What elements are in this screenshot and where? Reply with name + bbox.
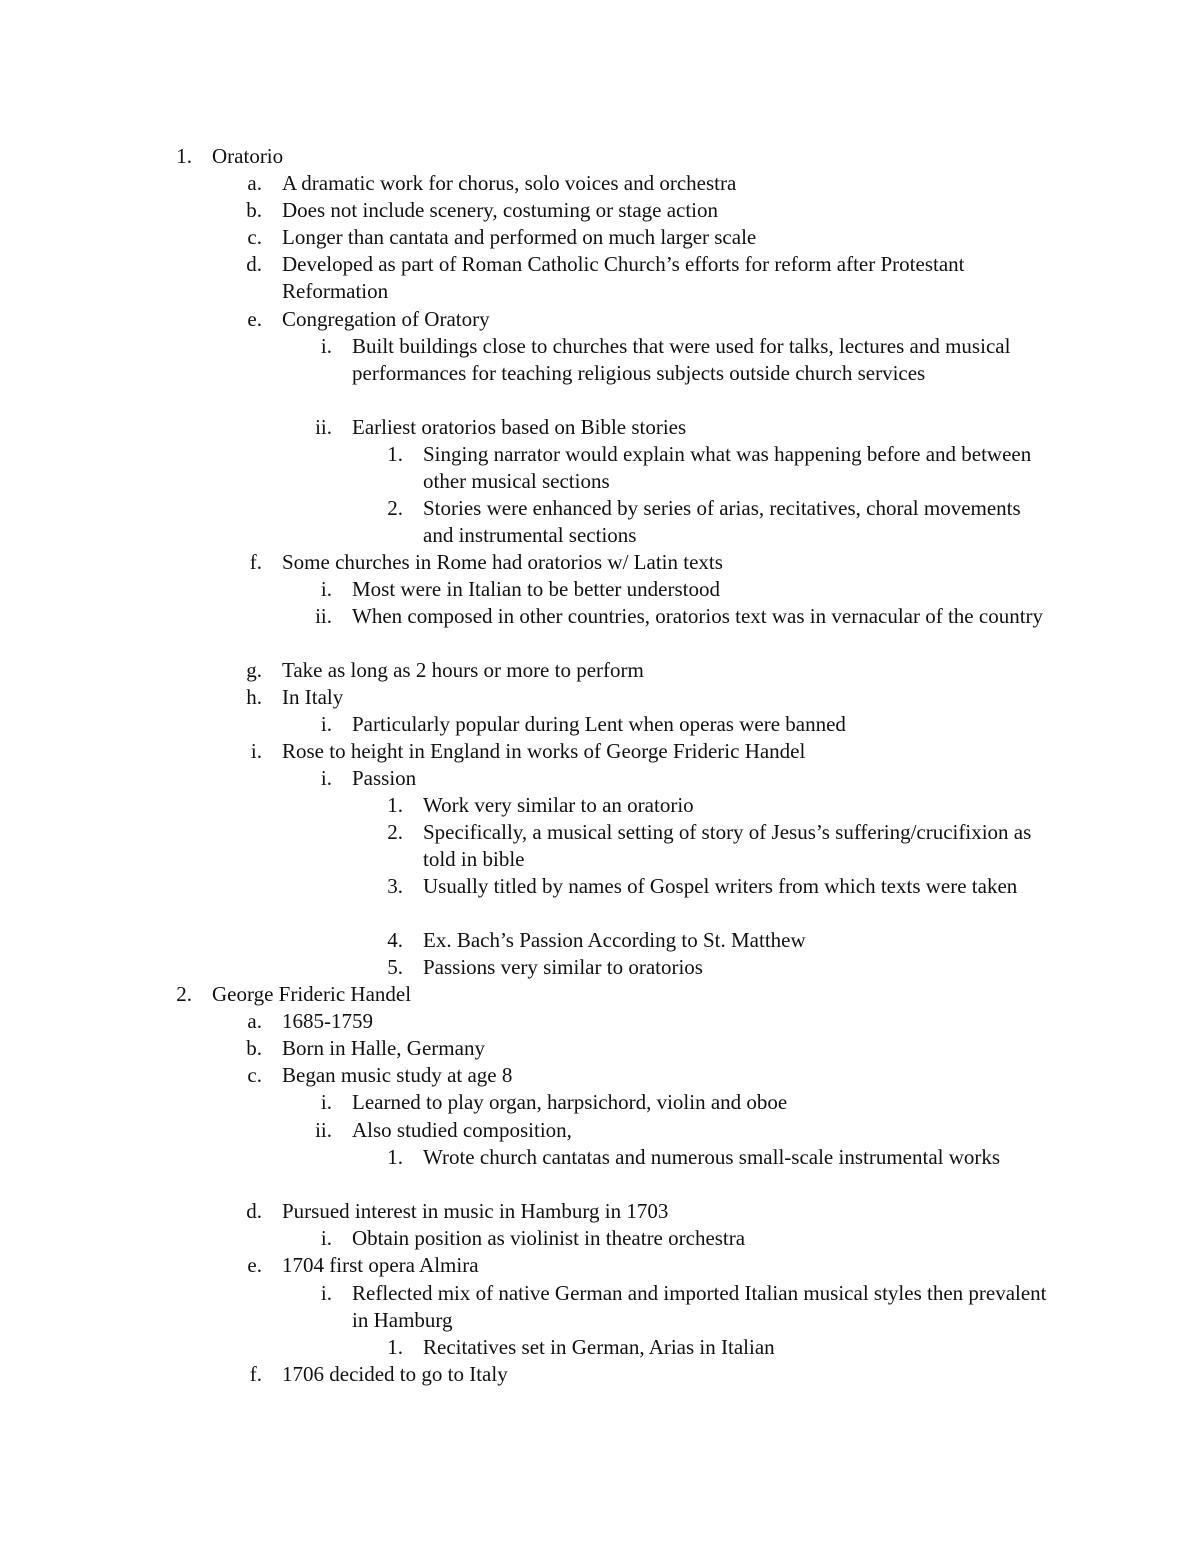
list-item-text: Oratorio [212, 144, 284, 168]
list-marker: a. [247, 171, 262, 195]
list-item-text: When composed in other countries, oratorios text was in vernacular of the country [352, 604, 1044, 628]
list-marker: ii. [315, 415, 332, 439]
list-marker: ii. [315, 1118, 332, 1142]
outline-item-level-2 [0, 1198, 1062, 1225]
list-item-text: Began music study at age 8 [282, 1063, 513, 1087]
list-marker: b. [246, 198, 262, 222]
outline-item-level-2 [0, 170, 1062, 197]
list-marker: i. [320, 712, 332, 736]
list-item-text: Stories were enhanced by series of arias, recitatives, choral movements and instrumental sections [423, 496, 1021, 547]
list-marker: e. [247, 307, 262, 331]
list-marker: a. [247, 1009, 262, 1033]
list-item-text: Earliest oratorios based on Bible stories [352, 415, 687, 439]
list-marker: 1. [176, 144, 192, 168]
list-marker: ii. [315, 604, 332, 628]
outline-item-level-2 [0, 1035, 1062, 1062]
outline-item-level-3 [0, 1089, 1062, 1116]
outline-item-level-1 [0, 981, 1052, 1008]
outline-item-level-2 [0, 1062, 1062, 1089]
list-item-text: Reflected mix of native German and imported Italian musical styles then prevalent in Hamburg [352, 1281, 1047, 1332]
outline-item-level-4 [0, 792, 1048, 819]
list-item-text: Passion [352, 766, 417, 790]
outline-item-level-3 [0, 711, 1062, 738]
outline-item-level-2 [0, 197, 1062, 224]
list-item-text: Specifically, a musical setting of story of Jesus’s suffering/crucifixion as told in bible [423, 820, 1032, 871]
outline-item-level-2 [0, 1361, 1062, 1388]
list-item-text: Passions very similar to oratorios [423, 955, 703, 979]
outline-item-level-4 [0, 495, 1048, 549]
list-marker: 5. [387, 955, 403, 979]
list-item-text: Learned to play organ, harpsichord, violin and oboe [352, 1090, 788, 1114]
list-item-text: Ex. Bach’s Passion According to St. Matthew [423, 928, 806, 952]
outline-item-level-2 [0, 684, 1062, 711]
list-marker: 1. [387, 1145, 403, 1169]
list-item-text: Pursued interest in music in Hamburg in 1703 [282, 1199, 669, 1223]
list-marker: e. [247, 1253, 262, 1277]
list-marker: b. [246, 1036, 262, 1060]
list-marker: i. [320, 577, 332, 601]
list-item-text: Take as long as 2 hours or more to perform [282, 658, 644, 682]
list-marker: 3. [387, 874, 403, 898]
outline-item-level-3 [0, 576, 1062, 603]
list-item-text: Congregation of Oratory [282, 307, 490, 331]
outline-item-level-4 [0, 1144, 1048, 1171]
list-item-text: Born in Halle, Germany [282, 1036, 485, 1060]
outline-item-level-4 [0, 819, 1048, 873]
list-marker: c. [247, 225, 262, 249]
list-marker: i. [320, 1281, 332, 1305]
list-marker: 4. [387, 928, 403, 952]
outline-item-level-4 [0, 1334, 1048, 1361]
list-item-text: George Frideric Handel [212, 982, 412, 1006]
list-marker: i. [250, 739, 262, 763]
list-marker: i. [320, 766, 332, 790]
outline-item-level-4 [0, 954, 1048, 981]
list-item-text: Obtain position as violinist in theatre orchestra [352, 1226, 746, 1250]
list-marker: 2. [176, 982, 192, 1006]
list-item-text: Longer than cantata and performed on much larger scale [282, 225, 757, 249]
list-item-text: Some churches in Rome had oratorios w/ Latin texts [282, 550, 723, 574]
list-item-text: 1685-1759 [282, 1009, 373, 1033]
list-marker: c. [247, 1063, 262, 1087]
list-marker: 1. [387, 793, 403, 817]
outline-item-level-4 [0, 927, 1048, 954]
outline-item-level-2 [0, 1008, 1062, 1035]
list-item-text: Also studied composition, [352, 1118, 572, 1142]
list-marker: 1. [387, 442, 403, 466]
list-marker: 2. [387, 820, 403, 844]
list-marker: h. [246, 685, 262, 709]
outline-item-level-3 [0, 414, 1062, 441]
list-item-text: Does not include scenery, costuming or stage action [282, 198, 719, 222]
list-item-text: 1706 decided to go to Italy [282, 1362, 508, 1386]
list-item-text: Built buildings close to churches that were used for talks, lectures and musical performances for teaching religious subjects outside church services [352, 334, 1011, 385]
outline-item-level-4 [0, 441, 1048, 495]
list-item-text: Wrote church cantatas and numerous small-scale instrumental works [423, 1145, 1001, 1169]
list-item-text: Rose to height in England in works of George Frideric Handel [282, 739, 806, 763]
outline-item-level-3 [0, 1280, 1062, 1334]
list-item-text: Recitatives set in German, Arias in Italian [423, 1335, 775, 1359]
list-marker: i. [320, 1226, 332, 1250]
list-marker: 2. [387, 496, 403, 520]
list-marker: d. [246, 1199, 262, 1223]
list-marker: f. [249, 1362, 262, 1386]
list-item-text: 1704 first opera Almira [282, 1253, 479, 1277]
list-item-text: Most were in Italian to be better understood [352, 577, 720, 601]
outline-item-level-3 [0, 603, 1062, 630]
list-item-text: In Italy [282, 685, 344, 709]
list-item-text: Work very similar to an oratorio [423, 793, 694, 817]
outline-item-level-2 [0, 251, 1062, 305]
outline-item-level-3 [0, 1117, 1062, 1144]
list-marker: 1. [387, 1335, 403, 1359]
outline-item-level-2 [0, 657, 1062, 684]
outline-item-level-2 [0, 549, 1062, 576]
outline-item-level-3 [0, 1225, 1062, 1252]
outline-item-level-1 [0, 143, 1052, 170]
list-marker: i. [320, 334, 332, 358]
list-marker: i. [320, 1090, 332, 1114]
outline-item-level-2 [0, 224, 1062, 251]
outline-item-level-2 [0, 306, 1062, 333]
list-item-text: Usually titled by names of Gospel writers from which texts were taken [423, 874, 1018, 898]
list-marker: d. [246, 252, 262, 276]
list-item-text: Singing narrator would explain what was happening before and between other musical sections [423, 442, 1032, 493]
list-item-text: Particularly popular during Lent when operas were banned [352, 712, 846, 736]
outline-item-level-3 [0, 765, 1062, 792]
list-marker: g. [246, 658, 262, 682]
outline-item-level-2 [0, 738, 1062, 765]
outline-item-level-2 [0, 1252, 1062, 1279]
outline-item-level-4 [0, 873, 1048, 900]
list-item-text: A dramatic work for chorus, solo voices and orchestra [282, 171, 737, 195]
list-marker: f. [249, 550, 262, 574]
outline-item-level-3 [0, 333, 1062, 387]
list-item-text: Developed as part of Roman Catholic Church’s efforts for reform after Protestant Reformation [282, 252, 965, 303]
